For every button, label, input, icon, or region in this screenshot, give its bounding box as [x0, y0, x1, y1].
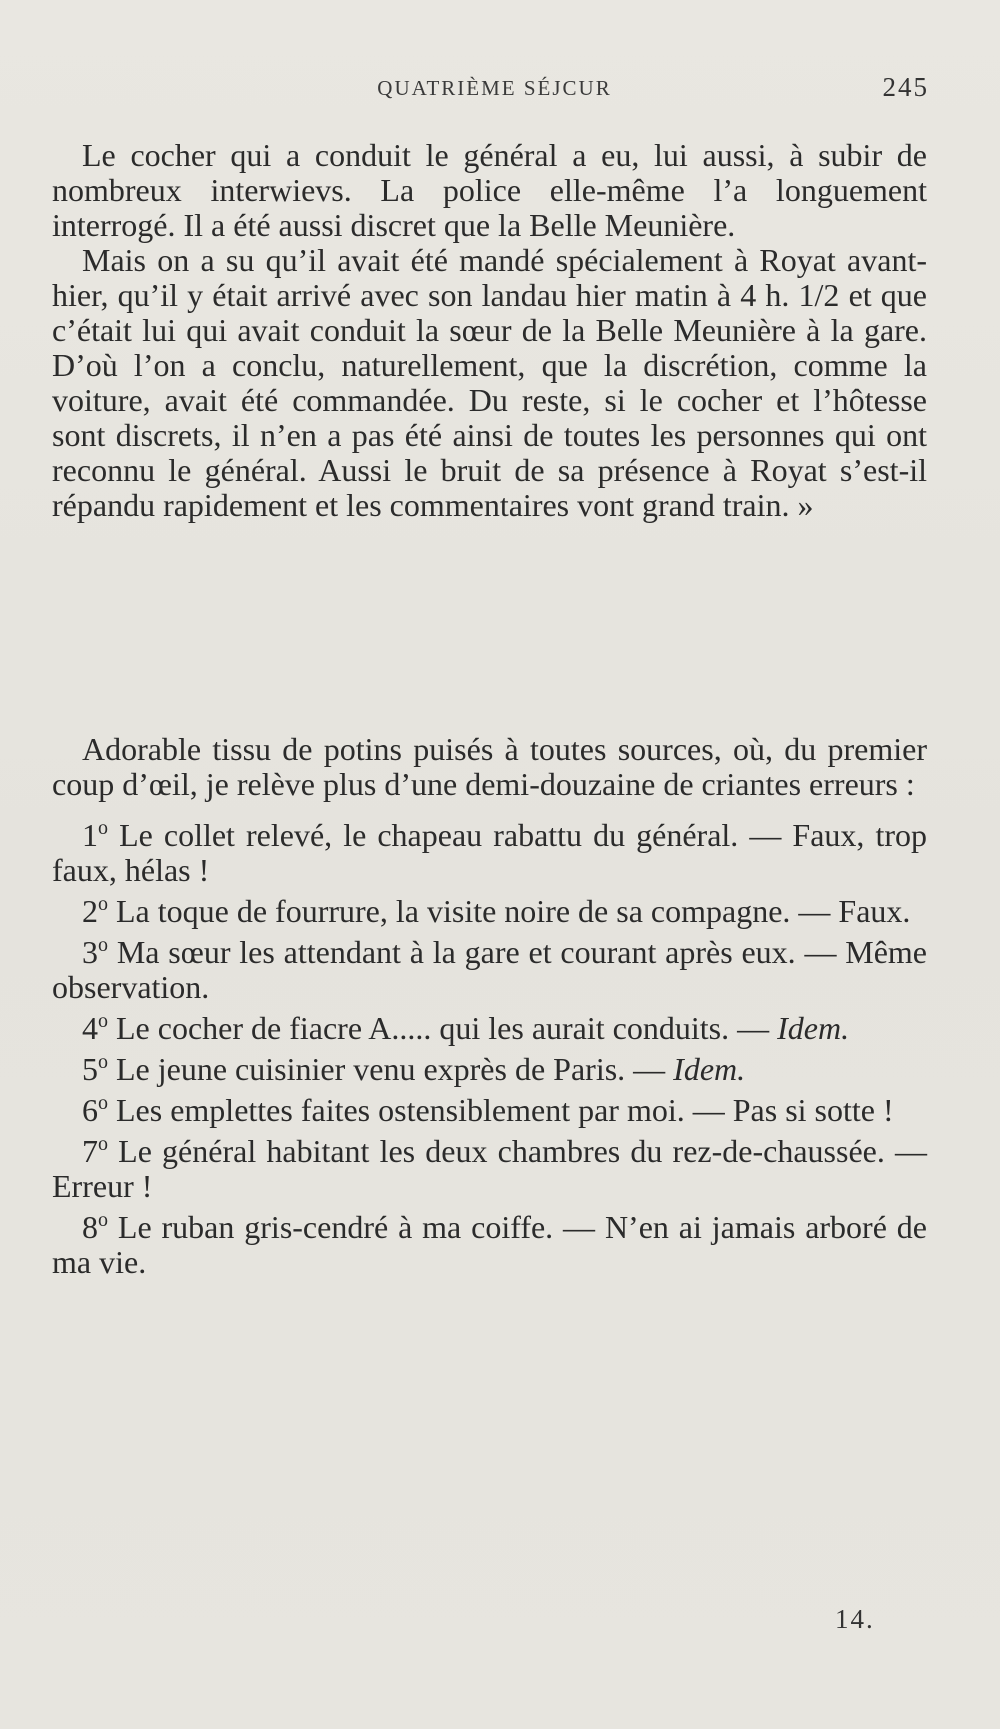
paragraph: Le cocher qui a conduit le général a eu, lui aussi, à subir de nombreux interwievs. La police elle-même l’a longuement interrogé. Il a été aussi discret que la Belle Meunière.	[52, 137, 927, 243]
item-number: 2$^o$	[82, 893, 108, 929]
item-number: 5$^o$	[82, 1051, 108, 1087]
item-text: Le général habitant les deux chambres du rez-de-chaussée. — Erreur !	[52, 1133, 928, 1204]
item-number: 8$^o$	[82, 1209, 108, 1245]
list-item	[52, 935, 927, 1005]
intro-paragraph: Adorable tissu de potins puisés à toutes sources, où, du premier coup d’œil, je relève plus d’une demi-douzaine de criantes erreurs :	[52, 731, 927, 802]
list-item	[52, 1134, 927, 1204]
page-number: 245	[882, 72, 929, 102]
list-item	[52, 818, 927, 888]
body-text-list	[52, 732, 927, 1286]
list-item	[52, 1210, 927, 1280]
item-text: Ma sœur les attendant à la gare et courant après eux. — Même observation.	[52, 934, 928, 1005]
body-text-top	[52, 138, 927, 523]
item-emphasis: Idem.	[673, 1051, 746, 1087]
item-text: Le ruban gris-cendré à ma coiffe. — N’en ai jamais arboré de ma vie.	[52, 1209, 928, 1280]
item-number: 4$^o$	[82, 1010, 108, 1046]
item-number: 6$^o$	[82, 1092, 108, 1128]
list-item	[52, 1052, 927, 1087]
item-text: Le collet relevé, le chapeau rabattu du général. — Faux, trop faux, hélas !	[52, 817, 928, 888]
item-text: Les emplettes faites ostensiblement par moi. — Pas si sotte !	[116, 1092, 894, 1128]
running-head: QUATRIÈME SÉJCUR	[377, 76, 612, 100]
list-item	[52, 1011, 927, 1046]
list-item	[52, 1093, 927, 1128]
paragraph: Mais on a su qu’il avait été mandé spécialement à Royat avant-hier, qu’il y était arrivé avec son landau hier matin à 4 h. 1/2 et que c’était lui qui avait conduit la sœur de la Belle Meunière à la gare. D’où l’on a conclu, naturellement, que la discrétion, comme la voiture, avait été commandée. Du reste, si le cocher et l’hôtesse sont discrets, il n’en a pas été ainsi de toutes les personnes qui ont reconnu le général. Aussi le bruit de sa présence à Royat s’est-il répandu rapidement et les commentaires vont grand train. »	[52, 242, 927, 523]
item-number: 1$^o$	[82, 817, 108, 853]
item-number: 3$^o$	[82, 934, 108, 970]
item-number: 7$^o$	[82, 1133, 108, 1169]
list-item	[52, 894, 927, 929]
item-text: Le jeune cuisinier venu exprès de Paris. —	[116, 1051, 674, 1087]
page-header	[52, 72, 937, 112]
signature-mark: 14.	[835, 1604, 875, 1634]
item-emphasis: Idem.	[777, 1010, 850, 1046]
item-text: La toque de fourrure, la visite noire de sa compagne. — Faux.	[116, 893, 911, 929]
item-text: Le cocher de fiacre A..... qui les aurait conduits. —	[116, 1010, 778, 1046]
